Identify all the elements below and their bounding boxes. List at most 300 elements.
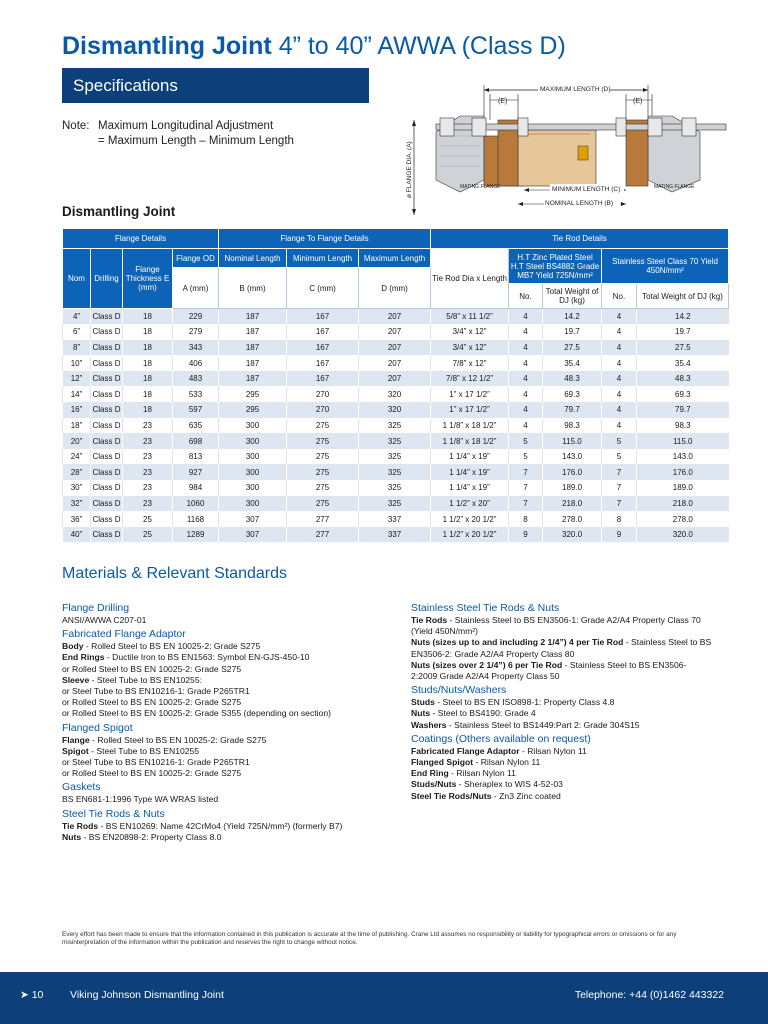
table-cell: 1 1/8” x 18 1/2” (431, 433, 509, 449)
materials-subheading: Studs/Nuts/Washers (411, 684, 507, 697)
materials-line (411, 660, 733, 671)
table-cell: 48.3 (543, 371, 602, 387)
header-weight-1: Total Weight of DJ (kg) (543, 284, 602, 309)
table-cell: 278.0 (543, 511, 602, 527)
table-cell: 207 (359, 324, 431, 340)
header-maximum-length: Maximum Length (359, 249, 431, 268)
table-cell: Class D (91, 386, 123, 402)
table-cell: 337 (359, 527, 431, 543)
table-cell: 32” (63, 496, 91, 512)
materials-subheading: Flange Drilling (62, 602, 130, 614)
materials-line-term: Nuts (sizes over 2 1/4”) 6 per Tie Rod (411, 659, 563, 670)
table-cell: 189.0 (637, 480, 729, 496)
table-cell: 8 (509, 511, 543, 527)
table-cell: 23 (123, 464, 173, 480)
table-row (63, 527, 729, 543)
table-cell: 1 1/8” x 18 1/2” (431, 418, 509, 434)
materials-line (411, 720, 733, 731)
table-cell: 218.0 (543, 496, 602, 512)
table-row (63, 402, 729, 418)
table-cell: 325 (359, 464, 431, 480)
table-cell: 698 (173, 433, 219, 449)
materials-line-term: Tie Rods (411, 615, 448, 625)
table-cell: 23 (123, 496, 173, 512)
table-cell: 307 (219, 527, 287, 543)
table-cell: Class D (91, 480, 123, 496)
table-cell: 187 (219, 355, 287, 371)
table-cell: 270 (287, 402, 359, 418)
materials-line-text: or Rolled Steel to BS EN 10025-2: Grade S275 (62, 663, 242, 674)
materials-line (411, 649, 733, 660)
table-cell: Class D (91, 464, 123, 480)
footer (0, 972, 768, 1024)
materials-line-term: Studs (411, 697, 435, 708)
table-cell: Class D (91, 433, 123, 449)
table-row (63, 340, 729, 356)
table-cell: 4 (602, 355, 637, 371)
header-minimum-length: Minimum Length (287, 249, 359, 268)
table-cell: 23 (123, 449, 173, 465)
materials-line (62, 821, 397, 832)
materials-line (62, 664, 397, 675)
nominal-length-label: NOMINAL LENGTH (B) (545, 200, 614, 207)
table-cell: 1” x 17 1/2” (431, 386, 509, 402)
specifications-banner: Specifications (62, 68, 369, 103)
table-cell: 176.0 (637, 464, 729, 480)
e-left-label: (E) (498, 98, 508, 105)
materials-line-text: EN3506-2: Grade A2/A4 Property Class 80 (411, 648, 575, 659)
materials-line-text: - Stainless Steel to BS EN3506-1: Grade A2/A4 Property Class 70 (447, 615, 701, 625)
table-cell: 275 (287, 433, 359, 449)
table-cell: 325 (359, 433, 431, 449)
materials-line (62, 708, 397, 719)
table-cell: 27.5 (637, 340, 729, 356)
table-cell: 20” (63, 433, 91, 449)
table-cell: 40” (63, 527, 91, 543)
table-cell: 270 (287, 386, 359, 402)
table-cell: 300 (219, 449, 287, 465)
table-cell: 4 (602, 402, 637, 418)
table-cell: 167 (287, 340, 359, 356)
header-a: A (mm) (173, 268, 219, 309)
table-cell: 18 (123, 402, 173, 418)
header-drilling: Drilling (91, 249, 123, 309)
header-c: C (mm) (287, 268, 359, 309)
table-cell: 8 (602, 511, 637, 527)
table-cell: 187 (219, 324, 287, 340)
materials-subheading: Steel Tie Rods & Nuts (62, 807, 165, 820)
table-cell: Class D (91, 527, 123, 543)
table-cell: 167 (287, 355, 359, 371)
table-cell: 275 (287, 418, 359, 434)
table-cell: 30” (63, 480, 91, 496)
table-cell: 300 (219, 418, 287, 434)
materials-line-text: - Steel Tube to BS EN10255 (88, 745, 200, 756)
table-cell: 275 (287, 449, 359, 465)
table-cell: 4 (602, 386, 637, 402)
table-cell: 189.0 (543, 480, 602, 496)
table-cell: 4 (509, 418, 543, 434)
materials-line (411, 697, 733, 708)
materials-line-text: - Rilsan Nylon 11 (473, 757, 541, 768)
table-cell: 18 (123, 324, 173, 340)
table-cell: 35.4 (637, 355, 729, 371)
table-cell: 1” x 17 1/2” (431, 402, 509, 418)
materials-line-text: - Sheraplex to WIS 4-52-03 (456, 779, 563, 790)
table-cell: 4 (602, 418, 637, 434)
spec-table (62, 228, 729, 542)
table-cell: 1289 (173, 527, 219, 543)
note-block (62, 119, 294, 149)
table-cell: 343 (173, 340, 219, 356)
materials-line-text: - Rilsan Nylon 11 (448, 768, 516, 779)
table-cell: 18 (123, 309, 173, 325)
materials-line-text: - Zn3 Zinc coated (491, 790, 561, 801)
table-cell: 295 (219, 386, 287, 402)
materials-line (62, 746, 397, 757)
table-cell: 12” (63, 371, 91, 387)
materials-line-text: - Steel Tube to BS EN10255: (89, 674, 202, 685)
table-cell: 6” (63, 324, 91, 340)
header-no-2: No. (602, 284, 637, 309)
table-cell: 187 (219, 340, 287, 356)
header-no-1: No. (509, 284, 543, 309)
materials-subheading: Fabricated Flange Adaptor (62, 628, 186, 641)
table-cell: 275 (287, 496, 359, 512)
table-cell: 8” (63, 340, 91, 356)
dismantling-joint-heading: Dismantling Joint (62, 204, 176, 219)
min-length-label: MINIMUM LENGTH (C) (552, 186, 621, 193)
table-cell: 3/4” x 12” (431, 340, 509, 356)
table-cell: 187 (219, 371, 287, 387)
table-cell: 3/4” x 12” (431, 324, 509, 340)
table-cell: 207 (359, 340, 431, 356)
footer-product-name: Viking Johnson Dismantling Joint (70, 989, 224, 1001)
materials-line-text: - Steel to BS EN ISO898-1: Property Class 4.8 (434, 697, 615, 708)
table-cell: 207 (359, 355, 431, 371)
table-cell: 7/8” x 12” (431, 355, 509, 371)
materials-line (62, 768, 397, 779)
materials-line (411, 779, 733, 790)
table-cell: 279 (173, 324, 219, 340)
table-cell: 19.7 (637, 324, 729, 340)
materials-left-column (62, 600, 397, 843)
table-cell: 18 (123, 371, 173, 387)
table-cell: 23 (123, 418, 173, 434)
table-row (63, 386, 729, 402)
header-stainless: Stainless Steel Class 70 Yield 450N/mm² (602, 249, 729, 284)
table-cell: 218.0 (637, 496, 729, 512)
table-cell: 27.5 (543, 340, 602, 356)
table-cell: Class D (91, 309, 123, 325)
materials-line-text: - Stainless Steel to BS1449:Part 2: Grade 304S15 (446, 719, 640, 730)
group-flange-details: Flange Details (63, 229, 219, 249)
materials-heading: Materials & Relevant Standards (62, 565, 287, 582)
table-cell: 7/8” x 12 1/2” (431, 371, 509, 387)
flange-dia-label: ø FLANGE DIA. (A) (406, 141, 413, 198)
table-cell: Class D (91, 511, 123, 527)
table-cell: 4” (63, 309, 91, 325)
table-cell: 5 (602, 433, 637, 449)
table-cell: 98.3 (637, 418, 729, 434)
table-cell: 5/8” x 11 1/2” (431, 309, 509, 325)
table-cell: 275 (287, 464, 359, 480)
table-cell: Class D (91, 496, 123, 512)
table-cell: 597 (173, 402, 219, 418)
table-cell: 9 (509, 527, 543, 543)
table-cell: 1168 (173, 511, 219, 527)
table-cell: 320.0 (637, 527, 729, 543)
table-cell: 18 (123, 340, 173, 356)
table-cell: 229 (173, 309, 219, 325)
materials-line-text: BS EN681-1:1996 Type WA WRAS listed (62, 794, 219, 805)
materials-line-text: - BS EN10269: Name 42CrMo4 (Yield 725N/mm²) (formerly B7) (98, 820, 343, 831)
table-cell: 14” (63, 386, 91, 402)
table-cell: Class D (91, 371, 123, 387)
table-cell: 278.0 (637, 511, 729, 527)
table-cell: 167 (287, 309, 359, 325)
table-cell: 18 (123, 386, 173, 402)
materials-line-text: - Stainless Steel to BS (623, 637, 712, 648)
table-cell: 5 (509, 449, 543, 465)
table-cell: 325 (359, 480, 431, 496)
table-cell: 18 (123, 355, 173, 371)
materials-line (411, 637, 733, 648)
table-cell: 4 (509, 402, 543, 418)
materials-line-text: - Rolled Steel to BS EN 10025-2: Grade S275 (83, 641, 261, 652)
table-cell: 320.0 (543, 527, 602, 543)
table-cell: 187 (219, 309, 287, 325)
table-cell: 115.0 (543, 433, 602, 449)
table-cell: 5 (602, 449, 637, 465)
table-cell: 19.7 (543, 324, 602, 340)
table-cell: 25 (123, 527, 173, 543)
table-row (63, 324, 729, 340)
table-cell: 24” (63, 449, 91, 465)
table-cell: 300 (219, 496, 287, 512)
materials-line (62, 794, 397, 805)
table-cell: 79.7 (637, 402, 729, 418)
materials-line (62, 652, 397, 663)
materials-subheading: Coatings (Others available on request) (411, 732, 591, 745)
table-cell: 325 (359, 418, 431, 434)
table-cell: 325 (359, 449, 431, 465)
table-cell: 7 (602, 496, 637, 512)
table-cell: 143.0 (637, 449, 729, 465)
table-cell: 79.7 (543, 402, 602, 418)
table-cell: 275 (287, 480, 359, 496)
table-cell: 207 (359, 371, 431, 387)
materials-line (411, 671, 733, 682)
table-cell: 98.3 (543, 418, 602, 434)
table-cell: 28” (63, 464, 91, 480)
materials-line-text: ANSI/AWWA C207-01 (62, 615, 147, 625)
table-cell: 1 1/2” x 20” (431, 496, 509, 512)
table-cell: Class D (91, 402, 123, 418)
page-number: ➤ 10 (20, 989, 44, 1001)
table-row (63, 418, 729, 434)
materials-line (62, 675, 397, 686)
table-cell: 4 (602, 371, 637, 387)
group-flange-to-flange: Flange To Flange Details (219, 229, 431, 249)
table-cell: Class D (91, 340, 123, 356)
mating-flange-right-label: MATING FLANGE (654, 184, 695, 190)
table-cell: 115.0 (637, 433, 729, 449)
group-tie-rod-details: Tie Rod Details (431, 229, 729, 249)
materials-line-term: Studs/Nuts (411, 779, 457, 790)
page-title: Dismantling Joint 4” to 40” AWWA (Class D) (62, 32, 566, 60)
materials-line-text: - Rolled Steel to BS EN 10025-2: Grade S275 (89, 734, 267, 745)
note-label: Note: (62, 120, 90, 132)
materials-line-term: Fabricated Flange Adaptor (411, 745, 520, 756)
table-cell: Class D (91, 418, 123, 434)
table-cell: 635 (173, 418, 219, 434)
materials-subheading: Stainless Steel Tie Rods & Nuts (411, 602, 560, 614)
table-row (63, 371, 729, 387)
table-cell: 48.3 (637, 371, 729, 387)
header-flange-od: Flange OD (173, 249, 219, 268)
table-cell: 277 (287, 527, 359, 543)
table-cell: 14.2 (637, 309, 729, 325)
materials-line-text: or Rolled Steel to BS EN 10025-2: Grade S355 (depending on section) (62, 708, 331, 719)
table-cell: 18” (63, 418, 91, 434)
materials-line-text: or Steel Tube to BS EN10216-1: Grade P265TR1 (62, 686, 250, 697)
materials-line (62, 832, 397, 843)
table-cell: 16” (63, 402, 91, 418)
materials-line-term: Flange (62, 734, 90, 745)
table-cell: Class D (91, 355, 123, 371)
materials-line-term: Nuts (sizes up to and including 2 1/4”) 4 per Tie Rod (411, 637, 624, 648)
table-cell: 483 (173, 371, 219, 387)
materials-line-term: Sleeve (62, 674, 90, 685)
materials-line-term: Washers (411, 719, 447, 730)
header-ht-zinc: H.T Zinc Plated Steel H.T Steel BS4882 Grade MB7 Yield 725N/mm² (509, 249, 602, 284)
materials-line (411, 746, 733, 757)
table-cell: 9 (602, 527, 637, 543)
table-cell: 927 (173, 464, 219, 480)
materials-line-text: or Rolled Steel to BS EN 10025-2: Grade S275 (62, 768, 242, 779)
note-line-1: Maximum Longitudinal Adjustment (98, 120, 274, 132)
materials-line-text: or Rolled Steel to BS EN 10025-2: Grade S275 (62, 697, 242, 708)
materials-subheading: Flanged Spigot (62, 721, 133, 734)
table-cell: 7 (509, 496, 543, 512)
table-row (63, 449, 729, 465)
table-cell: 25 (123, 511, 173, 527)
table-cell: 69.3 (637, 386, 729, 402)
disclaimer: Every effort has been made to ensure that the information contained in this publication is accurate at the time of publishing. Crane Ltd assumes no responsibility or liability for typographical errors or omissions or for any misinterpretation of the information within the publication and reserves the right to change without notice. (62, 931, 677, 946)
table-cell: 1 1/4” x 19” (431, 449, 509, 465)
table-row (63, 480, 729, 496)
table-cell: 23 (123, 433, 173, 449)
table-cell: 4 (509, 371, 543, 387)
table-cell: 207 (359, 309, 431, 325)
materials-line (62, 615, 397, 626)
table-cell: 4 (509, 340, 543, 356)
mating-flange-left-label: MATING FLANGE (460, 184, 501, 190)
table-row (63, 309, 729, 325)
table-cell: 1 1/2” x 20 1/2” (431, 511, 509, 527)
materials-line (411, 768, 733, 779)
materials-line (62, 757, 397, 768)
materials-right-column (411, 600, 733, 802)
materials-line-text: - Stainless Steel to BS EN3506- (562, 659, 687, 670)
materials-line-text: 2:2009 Grade A2/A4 Property Class 50 (411, 671, 560, 682)
table-cell: 307 (219, 511, 287, 527)
materials-line-term: Body (62, 641, 84, 652)
table-cell: 4 (509, 386, 543, 402)
table-row (63, 464, 729, 480)
header-nominal-length: Nominal Length (219, 249, 287, 268)
table-cell: Class D (91, 324, 123, 340)
header-tie-rod: Tie Rod Dia x Length (431, 249, 509, 309)
table-cell: 143.0 (543, 449, 602, 465)
table-cell: 4 (509, 324, 543, 340)
table-cell: 320 (359, 386, 431, 402)
materials-line (62, 641, 397, 652)
materials-line-term: Nuts (411, 708, 431, 719)
header-weight-2: Total Weight of DJ (kg) (637, 284, 729, 309)
table-cell: 300 (219, 433, 287, 449)
table-cell: 1 1/4” x 19” (431, 464, 509, 480)
materials-line (62, 686, 397, 697)
header-d: D (mm) (359, 268, 431, 309)
materials-line (411, 791, 733, 802)
materials-line-text: - BS EN20898-2: Property Class 8.0 (81, 831, 222, 842)
table-cell: 300 (219, 480, 287, 496)
materials-line-term: Steel Tie Rods/Nuts (411, 790, 492, 801)
materials-line-term: Tie Rods (62, 820, 99, 831)
table-cell: 406 (173, 355, 219, 371)
table-cell: 277 (287, 511, 359, 527)
materials-line-term: End Ring (411, 768, 449, 779)
table-cell: 325 (359, 496, 431, 512)
header-flange-thickness: Flange Thickness E (mm) (123, 249, 173, 309)
table-cell: 320 (359, 402, 431, 418)
table-cell: 35.4 (543, 355, 602, 371)
materials-line-term: End Rings (62, 652, 105, 663)
header-nom: Nom (63, 249, 91, 309)
materials-line-text: or Steel Tube to BS EN10216-1: Grade P265TR1 (62, 757, 250, 768)
dismantling-joint-diagram (400, 80, 730, 218)
materials-line-text: - Rilsan Nylon 11 (519, 745, 587, 756)
materials-line-text: - Ductile Iron to BS EN1563: Symbol EN-GJS-450-10 (104, 652, 310, 663)
materials-line-text: - Steel to BS4190: Grade 4 (430, 708, 536, 719)
materials-line (62, 697, 397, 708)
table-cell: 4 (602, 309, 637, 325)
table-row (63, 496, 729, 512)
header-b: B (mm) (219, 268, 287, 309)
spec-table-body (63, 309, 729, 543)
table-cell: 7 (509, 480, 543, 496)
table-cell: 4 (602, 324, 637, 340)
materials-line (62, 735, 397, 746)
table-cell: 7 (509, 464, 543, 480)
materials-subheading: Gaskets (62, 781, 101, 794)
materials-line-text: (Yield 450N/mm²) (411, 626, 479, 637)
table-cell: 4 (509, 355, 543, 371)
table-cell: 10” (63, 355, 91, 371)
table-cell: 167 (287, 324, 359, 340)
table-cell: 7 (602, 464, 637, 480)
table-cell: 7 (602, 480, 637, 496)
materials-line-term: Spigot (62, 745, 89, 756)
max-length-label: MAXIMUM LENGTH (D) (540, 86, 611, 93)
table-cell: 533 (173, 386, 219, 402)
table-cell: 4 (602, 340, 637, 356)
table-cell: 337 (359, 511, 431, 527)
table-row (63, 511, 729, 527)
materials-line-term: Flanged Spigot (411, 757, 474, 768)
